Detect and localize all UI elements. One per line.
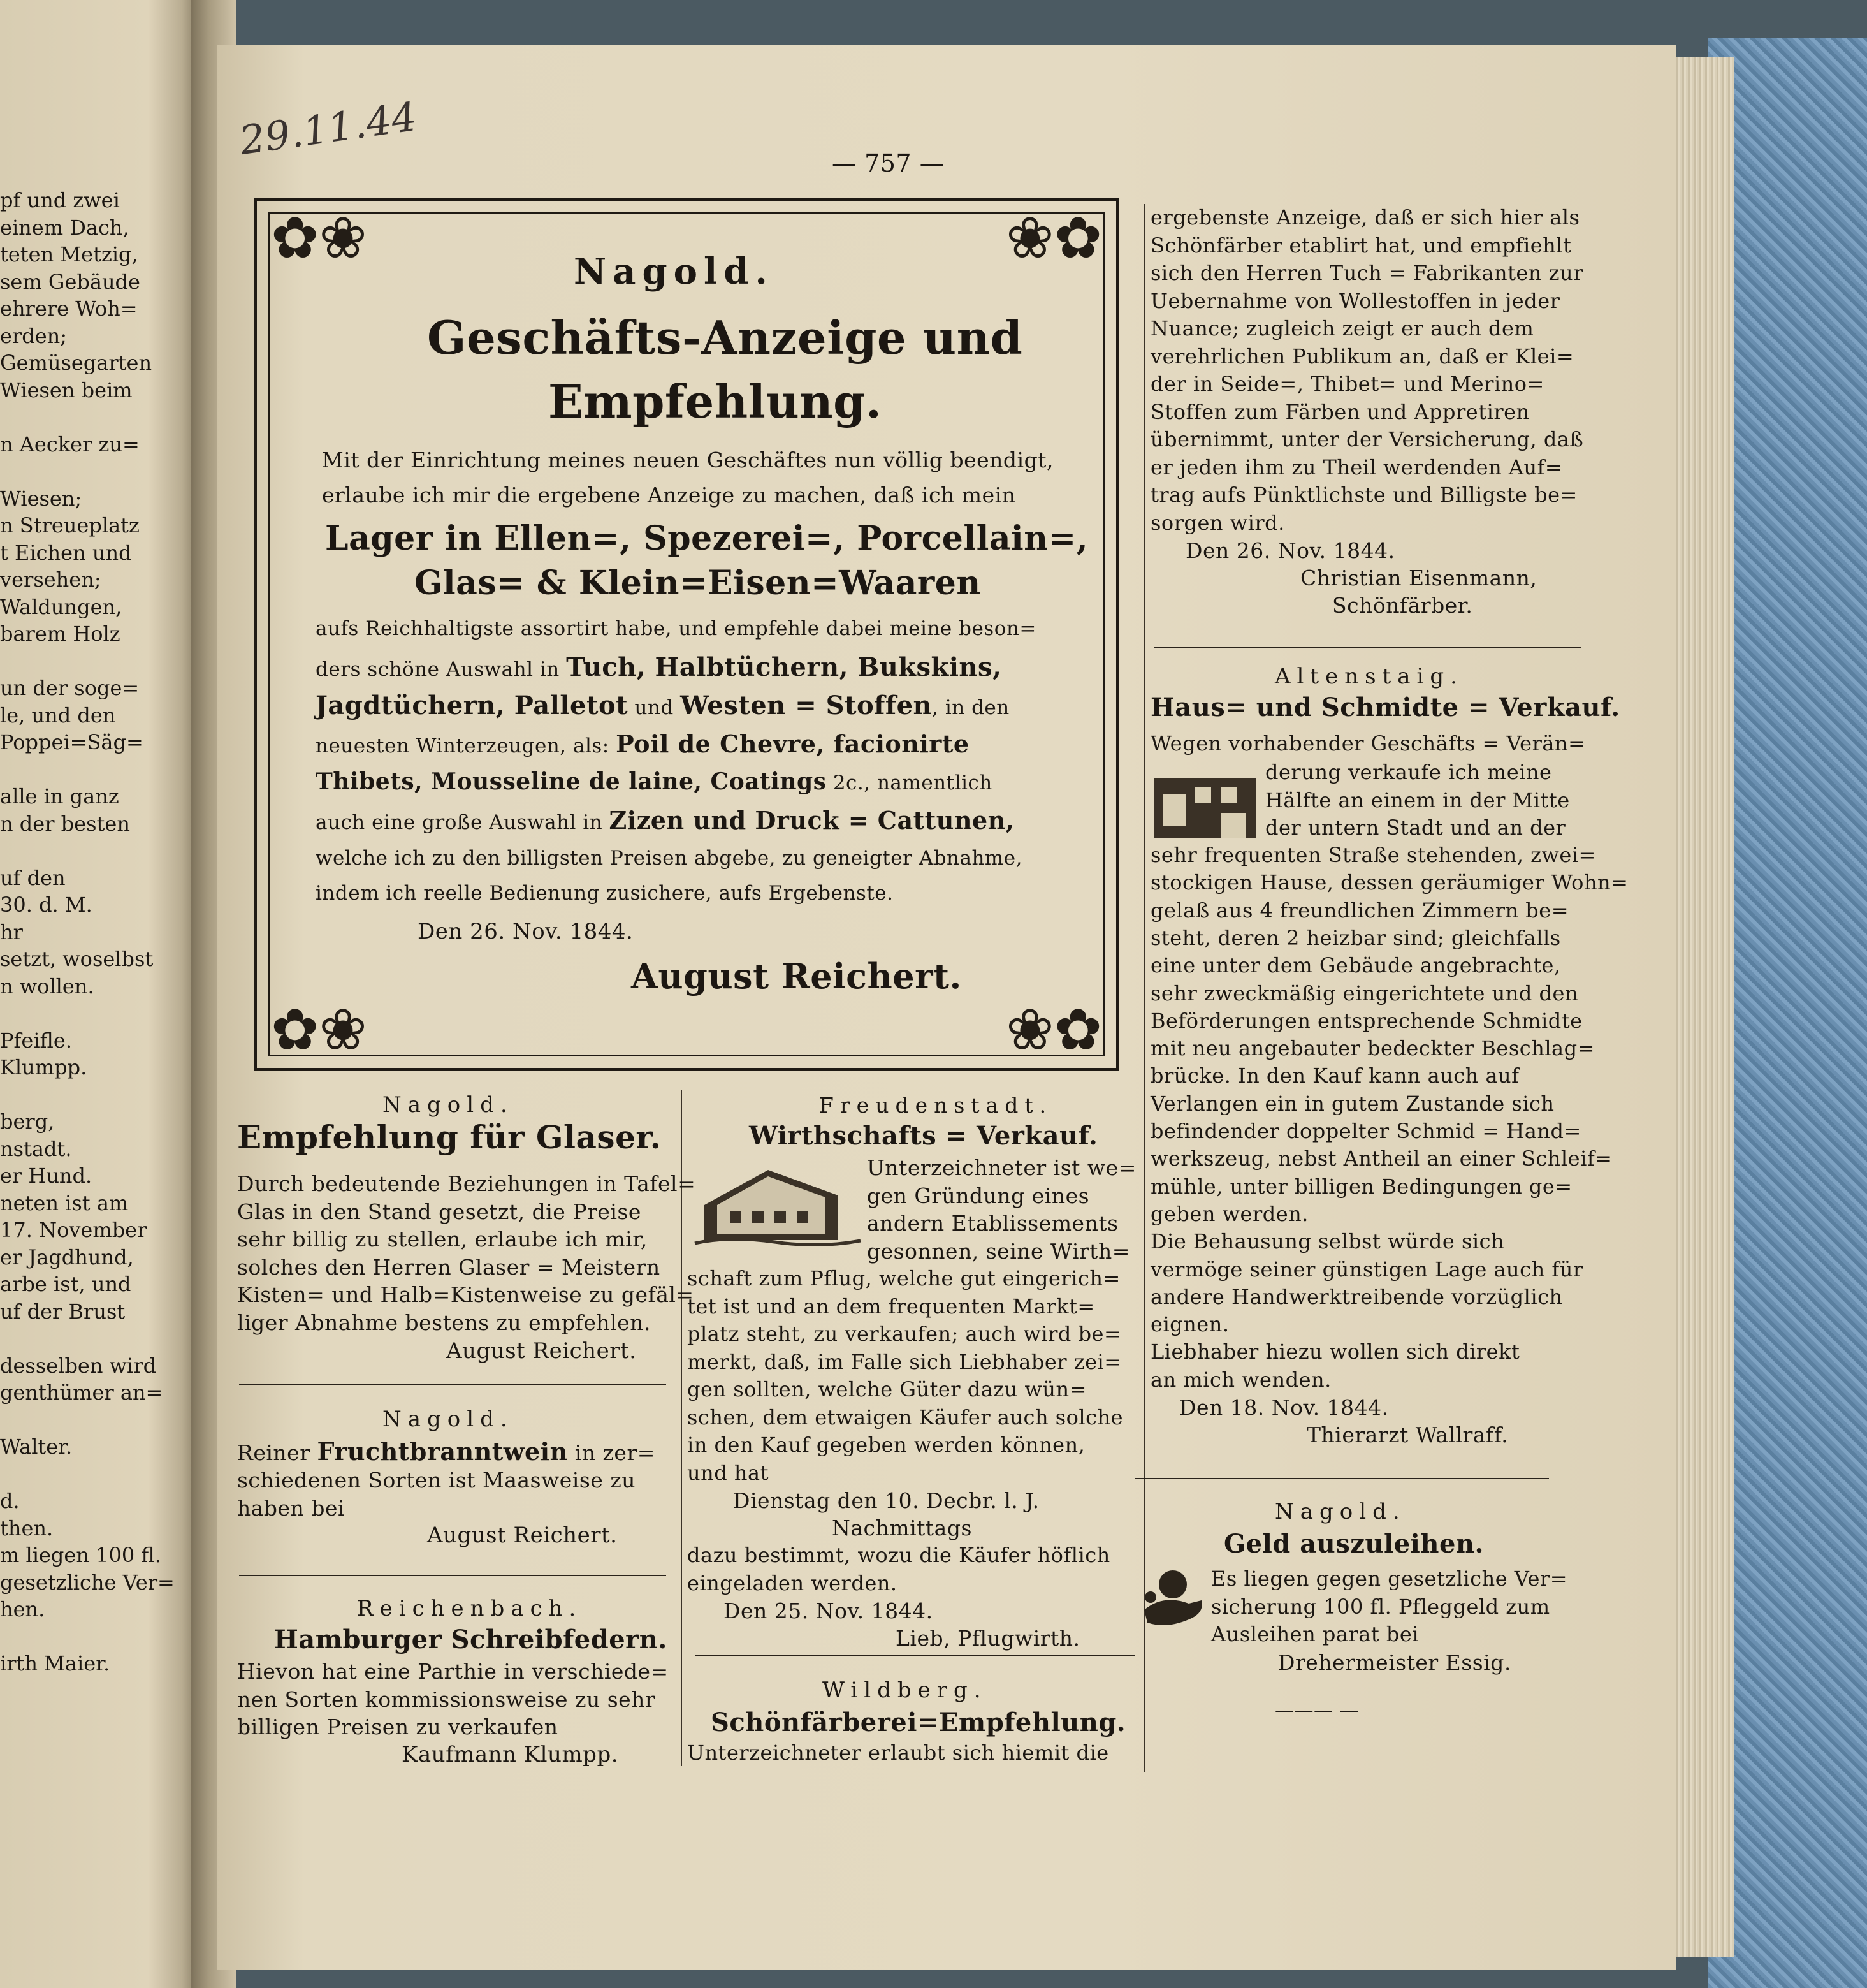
inn-ad-date-line: Dienstag den 10. Decbr. l. J. (733, 1488, 1040, 1513)
main-ad-line-10: indem ich reelle Bedienung zusichere, aufs Ergebenste. (316, 882, 894, 905)
left-page-line: irth Maier. (0, 1651, 110, 1676)
left-page-line: einem Dach, (0, 215, 129, 240)
money-ad-icon-line: Ausleihen parat bei (1211, 1622, 1419, 1646)
floral-ornament-bottom-right: ❀✿ (1006, 997, 1102, 1063)
pens-ad-title: Hamburger Schreibfedern. (274, 1625, 667, 1655)
left-page-line: le, und den (0, 703, 116, 727)
separator-rule (695, 1655, 1135, 1656)
dyer-cont-date: Den 26. Nov. 1844. (1186, 538, 1395, 563)
main-ad-line-8b: Zizen und Druck = Cattunen, (609, 806, 1015, 835)
main-ad-goods-2: Glas= & Klein=Eisen=Waaren (414, 564, 981, 603)
smithy-ad-line: eignen. (1151, 1312, 1230, 1337)
main-ad-line-8a: auch eine große Auswahl in (316, 811, 609, 834)
left-page-line: d. (0, 1489, 20, 1513)
left-page-line: Wiesen beim (0, 377, 133, 402)
dyer-ad-line: Unterzeichneter erlaubt sich hiemit die (687, 1741, 1109, 1765)
main-ad-line-6 (316, 730, 970, 760)
main-ad-place: Nagold. (574, 251, 774, 293)
pens-ad-line: Hievon hat eine Parthie in verschiede= (237, 1659, 669, 1684)
smithy-ad-line: mit neu angebauter bedeckter Beschlag= (1151, 1036, 1595, 1061)
separator-rule (1154, 647, 1581, 648)
inn-ad-line: in den Kauf gegeben werden können, (687, 1433, 1086, 1457)
separator-rule (1135, 1478, 1549, 1479)
money-hand-icon (1138, 1565, 1208, 1632)
smithy-ad-line: sehr zweckmäßig eingerichtete und den (1151, 981, 1579, 1005)
inn-ad-icon-line: gen Gründung eines (867, 1183, 1090, 1208)
pens-ad-place: Reichenbach. (357, 1596, 583, 1621)
smithy-ad-title: Haus= und Schmidte = Verkauf. (1151, 692, 1620, 722)
main-ad-line-5b: und (628, 696, 681, 719)
brandy-ad-line-1 (237, 1438, 655, 1466)
smithy-ad-icon-line: der untern Stadt und an der (1265, 815, 1566, 840)
left-page-line: n wollen. (0, 974, 94, 998)
main-ad-line-7a: Thibets, Mousseline de laine, Coatings (316, 768, 827, 795)
end-mark: ——— — (1275, 1699, 1360, 1721)
smithy-ad-line-0: Wegen vorhabender Geschäfts = Verän= (1151, 731, 1586, 756)
left-page-line: erden; (0, 323, 68, 348)
main-ad-line-5c: Westen = Stoffen (680, 691, 933, 720)
smithy-ad-line: Beförderungen entsprechende Schmidte (1151, 1008, 1583, 1033)
money-ad-place: Nagold. (1275, 1499, 1406, 1524)
dyer-cont-signature-1: Christian Eisenmann, (1300, 566, 1537, 590)
inn-ad-line: merkt, daß, im Falle sich Liebhaber zei= (687, 1349, 1122, 1374)
left-page-line: versehen; (0, 567, 101, 592)
inn-ad-icon-line: andern Etablissements (867, 1211, 1119, 1236)
smithy-ad-line: geben werden. (1151, 1201, 1309, 1226)
smithy-ad-line: befindender doppelter Schmid = Hand= (1151, 1119, 1581, 1143)
left-page-line: Klumpp. (0, 1055, 87, 1079)
left-page-line: hr (0, 919, 23, 944)
inn-ad-line: schen, dem etwaigen Käufer auch solche (687, 1405, 1124, 1429)
smithy-ad-line: stockigen Hause, dessen geräumiger Wohn= (1151, 870, 1629, 895)
smithy-ad-signature: Thierarzt Wallraff. (1307, 1422, 1509, 1447)
brandy-ad-place: Nagold. (382, 1407, 514, 1432)
left-page-line: ehrere Woh= (0, 296, 138, 321)
left-page-line: uf den (0, 865, 66, 890)
main-ad-line-5d: , in den (932, 696, 1010, 719)
money-ad-title: Geld auszuleihen. (1224, 1529, 1484, 1559)
main-ad-line-6a: neuesten Winterzeugen, als: (316, 735, 616, 757)
floral-ornament-top-left: ✿❀ (271, 205, 367, 272)
smithy-ad-icon-line: Hälfte an einem in der Mitte (1265, 787, 1570, 812)
floral-ornament-bottom-left: ✿❀ (271, 997, 367, 1063)
glaser-ad-line: Glas in den Stand gesetzt, die Preise (237, 1199, 641, 1224)
glaser-ad-signature: August Reichert. (446, 1338, 637, 1364)
left-page-line: alle in ganz (0, 784, 119, 808)
left-page-line: er Jagdhund, (0, 1245, 134, 1269)
main-ad-line-7 (316, 768, 992, 797)
main-ad-title-1: Geschäfts-Anzeige und (427, 311, 1023, 365)
smithy-ad-line: an mich wenden. (1151, 1367, 1332, 1392)
left-page-line: t Eichen und (0, 540, 132, 565)
inn-ad-time-line: Nachmittags (832, 1516, 972, 1540)
money-ad-signature: Drehermeister Essig. (1278, 1649, 1511, 1675)
brandy-ad-line: schiedenen Sorten ist Maasweise zu (237, 1468, 636, 1493)
left-page-line: barem Holz (0, 622, 120, 646)
smithy-ad-line: Die Behausung selbst würde sich (1151, 1229, 1505, 1254)
column-divider-2 (1144, 204, 1145, 1772)
left-page-line: arbe ist, und (0, 1272, 131, 1296)
left-page-line: nstadt. (0, 1136, 72, 1161)
left-page-line: then. (0, 1516, 54, 1540)
dyer-cont-line: ergebenste Anzeige, daß er sich hier als (1151, 205, 1580, 230)
main-ad-signature: August Reichert. (631, 956, 962, 997)
dyer-cont-line: trag aufs Pünktlichste und Billigste be= (1151, 483, 1578, 507)
smithy-ad-line: werkszeug, nebst Antheil an einer Schleif= (1151, 1146, 1613, 1171)
separator-rule (239, 1384, 666, 1385)
left-page-line: n Streueplatz (0, 513, 140, 537)
smithy-ad-line: vermöge seiner günstigen Lage auch für (1151, 1257, 1583, 1282)
dyer-cont-line: der in Seide=, Thibet= und Merino= (1151, 372, 1544, 396)
page-number: — 757 — (832, 149, 945, 177)
left-page-line: 30. d. M. (0, 893, 92, 917)
smithy-ad-line: Liebhaber hiezu wollen sich direkt (1151, 1340, 1520, 1364)
dyer-ad-place: Wildberg. (822, 1677, 987, 1703)
left-page-line: uf der Brust (0, 1299, 126, 1324)
left-page-line: Walter. (0, 1435, 73, 1459)
smithy-ad-line: steht, deren 2 heizbar sind; gleichfalls (1151, 925, 1561, 950)
main-ad-line-6b: Poil de Chevre, facionirte (616, 729, 970, 758)
main-ad-line-9: welche ich zu den billigsten Preisen abgebe, zu geneigter Abnahme, (316, 847, 1023, 870)
left-page-line: neten ist am (0, 1190, 129, 1215)
main-ad-date: Den 26. Nov. 1844. (418, 919, 634, 944)
left-page-line: berg, (0, 1109, 55, 1134)
dyer-cont-line: Uebernahme von Wollestoffen in jeder (1151, 288, 1560, 313)
smithy-ad-line: andere Handwerktreibende vorzüglich (1151, 1284, 1563, 1309)
left-page-line: Poppei=Säg= (0, 730, 143, 754)
left-page-line: hen. (0, 1597, 45, 1621)
dyer-cont-line: sorgen wird. (1151, 510, 1285, 535)
left-page-line: Pfeifle. (0, 1028, 72, 1053)
left-page-line: sem Gebäude (0, 269, 140, 294)
dyer-cont-line: übernimmt, unter der Versicherung, daß (1151, 427, 1584, 451)
main-ad-line-3: aufs Reichhaltigste assortirt habe, und empfehle dabei meine beson= (316, 617, 1036, 640)
dyer-cont-line: sich den Herren Tuch = Fabrikanten zur (1151, 261, 1583, 285)
smithy-ad-line: eine unter dem Gebäude angebrachte, (1151, 953, 1561, 978)
dyer-cont-line: Stoffen zum Färben und Appretiren (1151, 399, 1530, 424)
smithy-ad-line: mühle, unter billigen Bedingungen ge= (1151, 1174, 1573, 1199)
inn-ad-icon-line: Unterzeichneter ist we= (867, 1155, 1137, 1180)
smithy-ad-date: Den 18. Nov. 1844. (1179, 1395, 1389, 1420)
left-page-line: setzt, woselbst (0, 947, 154, 971)
left-page-line: pf und zwei (0, 188, 120, 212)
left-page-line: n Aecker zu= (0, 432, 140, 457)
glaser-ad-line: Kisten= und Halb=Kistenweise zu gefäl= (237, 1282, 694, 1307)
glaser-ad-line: liger Abnahme bestens zu empfehlen. (237, 1310, 651, 1335)
inn-ad-line-2: dazu bestimmt, wozu die Käufer höflich (687, 1543, 1110, 1567)
smithy-ad-line: sehr frequenten Straße stehenden, zwei= (1151, 843, 1596, 867)
glaser-ad-line: solches den Herren Glaser = Meistern (237, 1254, 660, 1280)
dyer-cont-line: Nuance; zugleich zeigt er auch dem (1151, 316, 1534, 340)
left-page-line: n der besten (0, 811, 130, 836)
floral-ornament-top-right: ❀✿ (1006, 205, 1102, 272)
main-ad-line-7b: 2c., namentlich (826, 771, 992, 794)
glaser-ad-place: Nagold. (382, 1092, 514, 1118)
main-ad-line-5 (316, 692, 1010, 722)
main-ad-title-2: Empfehlung. (548, 374, 882, 428)
inn-ad-icon-line: gesonnen, seine Wirth= (867, 1238, 1130, 1264)
smithy-ad-line: Verlangen ein in gutem Zustande sich (1151, 1091, 1555, 1116)
main-ad-line-1: Mit der Einrichtung meines neuen Geschäftes nun völlig beendigt, (322, 448, 1054, 472)
left-page-line: Gemüsegarten (0, 351, 152, 375)
main-ad-line-4 (316, 654, 1001, 683)
dyer-cont-line: er jeden ihm zu Theil werdenden Auf= (1151, 455, 1563, 479)
handwritten-note: 29.11.44 (236, 92, 420, 164)
left-page-line: genthümer an= (0, 1380, 163, 1405)
brandy-ad-line-1c: in zer= (567, 1440, 655, 1465)
left-page-line: m liegen 100 fl. (0, 1543, 161, 1567)
inn-ad-title: Wirthschafts = Verkauf. (749, 1121, 1098, 1151)
left-page-line: un der soge= (0, 676, 140, 700)
main-ad-line-4b: Tuch, Halbtüchern, Bukskins, (566, 652, 1002, 682)
farmhouse-icon (692, 1160, 864, 1250)
smithy-ad-place: Altenstaig. (1275, 664, 1464, 689)
left-page-line: er Hund. (0, 1164, 92, 1188)
dyer-cont-line: verehrlichen Publikum an, daß er Klei= (1151, 344, 1574, 369)
pens-ad-line: billigen Preisen zu verkaufen (237, 1714, 558, 1739)
left-page-line: 17. November (0, 1218, 147, 1242)
money-ad-icon-line: Es liegen gegen gesetzliche Ver= (1211, 1567, 1568, 1591)
smithy-icon (1147, 765, 1262, 845)
pens-ad-signature: Kaufmann Klumpp. (402, 1741, 619, 1767)
glaser-ad-line: Durch bedeutende Beziehungen in Tafel= (237, 1171, 696, 1196)
left-page (0, 0, 198, 1988)
money-ad-icon-line: sicherung 100 fl. Pfleggeld zum (1211, 1594, 1550, 1619)
separator-rule (239, 1575, 666, 1576)
main-ad-line-8 (316, 807, 1015, 837)
dyer-cont-line: Schönfärber etablirt hat, und empfiehlt (1151, 233, 1572, 258)
inn-ad-line: tet ist und an dem frequenten Markt= (687, 1294, 1095, 1319)
inn-ad-date: Den 25. Nov. 1844. (723, 1598, 933, 1623)
left-page-line: desselben wird (0, 1353, 157, 1378)
inn-ad-line: und hat (687, 1460, 769, 1485)
inn-ad-line: gen sollten, welche Güter dazu wün= (687, 1377, 1087, 1401)
main-ad-goods-1: Lager in Ellen=, Spezerei=, Porcellain=, (325, 519, 1089, 558)
brandy-ad-signature: August Reichert. (427, 1523, 618, 1548)
brandy-ad-line: haben bei (237, 1495, 345, 1521)
glaser-ad-title: Empfehlung für Glaser. (237, 1118, 662, 1156)
inn-ad-line: schaft zum Pflug, welche gut eingerich= (687, 1266, 1121, 1290)
glaser-ad-line: sehr billig zu stellen, erlaube ich mir, (237, 1227, 648, 1252)
inn-ad-signature: Lieb, Pflugwirth. (896, 1626, 1080, 1651)
main-ad-line-2: erlaube ich mir die ergebene Anzeige zu machen, daß ich mein (322, 483, 1016, 508)
left-page-line: Waldungen, (0, 594, 122, 619)
inn-ad-line: platz steht, zu verkaufen; auch wird be= (687, 1322, 1122, 1346)
left-page-line: gesetzliche Ver= (0, 1570, 175, 1595)
smithy-ad-line: brücke. In den Kauf kann auch auf (1151, 1063, 1520, 1088)
dyer-ad-title: Schönfärberei=Empfehlung. (711, 1707, 1126, 1737)
pens-ad-line: nen Sorten kommissionsweise zu sehr (237, 1686, 656, 1712)
main-ad-line-4a: ders schöne Auswahl in (316, 658, 567, 681)
smithy-ad-icon-line: derung verkaufe ich meine (1265, 760, 1552, 784)
inn-ad-place: Freudenstadt. (819, 1093, 1053, 1118)
main-ad-line-5a: Jagdtüchern, Palletot (316, 691, 628, 720)
brandy-ad-line-1a: Reiner (237, 1440, 317, 1465)
left-page-line: Wiesen; (0, 486, 82, 511)
dyer-cont-signature-2: Schönfärber. (1332, 593, 1473, 618)
left-page-line: teten Metzig, (0, 242, 138, 267)
brandy-ad-line-1b: Fruchtbranntwein (317, 1437, 568, 1466)
smithy-ad-line: gelaß aus 4 freundlichen Zimmern be= (1151, 898, 1569, 923)
inn-ad-line-2: eingeladen werden. (687, 1570, 897, 1595)
